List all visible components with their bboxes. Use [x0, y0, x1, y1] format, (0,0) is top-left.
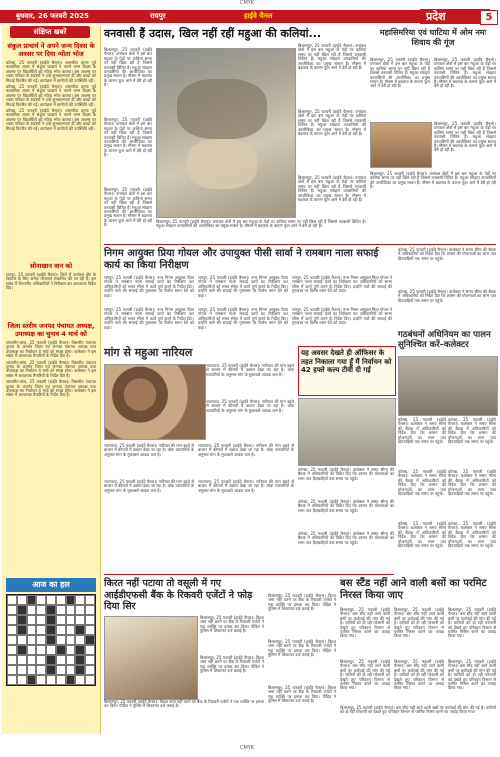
sudoku-cell	[36, 615, 46, 625]
story-mahua-bottom: बिलासपुर, 25 फरवरी (हाईवे चैनल)। वनांचल क्षेत्रों में इस बार महुआ के पेड़ों पर कलियां समय पर नहीं खिल रही हैं जिससे वनवासी चिंतित हैं। महुआ संग्रहण वनवासियों की आजीविका का प्रमुख साधन है। मौसम में बदलाव के कारण फूल आने में देरी हो रही है।	[156, 219, 366, 229]
photo-mahua-branch	[177, 79, 267, 139]
sudoku-cell	[56, 675, 66, 685]
story-shiv-col2: बिलासपुर, 25 फरवरी (हाईवे चैनल)। वनांचल क्षेत्रों में इस बार महुआ के पेड़ों पर कलियां समय पर नहीं खिल रही हैं जिससे वनवासी चिंतित हैं। महुआ संग्रहण वनवासियों की आजीविका का प्रमुख साधन है। मौसम में बदलाव के कारण फूल आने में देरी हो रही है।	[434, 57, 496, 89]
headline-om-namah-shivay: महासिमरिया एवं घाटिया में ओम नमः शिवाय की गूंज	[379, 28, 487, 47]
story-mahua-col2b: बिलासपुर, 25 फरवरी (हाईवे चैनल)। वनांचल क्षेत्रों में इस बार महुआ के पेड़ों पर कलियां समय पर नहीं खिल रही हैं जिससे वनवासी चिंतित हैं। महुआ संग्रहण वनवासियों की आजीविका का प्रमुख साधन है। मौसम में बदलाव के कारण फूल आने में देरी हो रही है।	[298, 109, 366, 137]
story-bus-col3b: बिलासपुर, 25 फरवरी (हाईवे चैनल)। बस स्टैंड नहीं आने वाली बसों पर कार्रवाई की मांग की गई है। यात्रियों को हो रही परेशानी को देखते हुए परिवहन विभाग से परमिट निरस्त करने का आग्रह किया गया।	[448, 659, 496, 691]
sudoku-cell	[36, 675, 46, 685]
city: रायपुर	[150, 12, 166, 20]
sudoku-cell	[27, 595, 37, 605]
sudoku-cell	[56, 665, 66, 675]
sudoku-cell	[36, 665, 46, 675]
sudoku-cell	[85, 615, 95, 625]
sudoku-cell	[36, 655, 46, 665]
page-number: 5	[480, 10, 498, 25]
story-collector-col1: कोरबा, 25 फरवरी (हाईवे चैनल)। कलेक्टर ने समय सीमा की बैठक में अधिकारियों को निर्देश दिए कि शासन की योजनाओं का लाभ पात्र हितग्राहियों तक समय पर पहुंचे।	[398, 417, 446, 445]
story-idfc-col2b: बिलासपुर, 25 फरवरी (हाईवे चैनल)। किश्त जमा नहीं करने पर बैंक के रिकवरी एजेंटों ने एक व्यक्ति पर हमला कर दिया। पीड़ित ने पुलिस में शिकायत दर्ज कराई है।	[268, 639, 336, 658]
story-idfc-col1: बिलासपुर, 25 फरवरी (हाईवे चैनल)। किश्त जमा नहीं करने पर बैंक के रिकवरी एजेंटों ने एक व्यक्ति पर हमला कर दिया। पीड़ित ने पुलिस में शिकायत दर्ज कराई है।	[200, 615, 264, 634]
sidebar-story-1-title: संकुल प्राचार्य ने अपने जन्म दिवस के अवसर पर दिया न्योता भोज	[7, 42, 95, 58]
sidebar-story-1-body: कोरबा, 25 फरवरी (हाईवे चैनल)। शासकीय कन्या पूर्व माध्यमिक शाला में संकुल प्राचार्य ने अपने जन्म दिवस के अवसर पर विद्यार्थियों को न्योता भोज कराया। इस अवसर पर शाला परिवार के सदस्यों ने उन्हें शुभकामनाएं दीं और बच्चों को मिठाई वितरित की गई। कार्यक्रम में ग्रामीणों की उपस्थिति रही।	[6, 60, 96, 83]
sudoku-cell	[46, 595, 56, 605]
sudoku-cell	[17, 625, 27, 635]
story-mahua-col1c: बिलासपुर, 25 फरवरी (हाईवे चैनल)। वनांचल क्षेत्रों में इस बार महुआ के पेड़ों पर कलियां समय पर नहीं खिल रही हैं जिससे वनवासी चिंतित हैं। महुआ संग्रहण वनवासियों की आजीविका का प्रमुख साधन है। मौसम में बदलाव के कारण फूल आने में देरी हो रही है।	[104, 187, 152, 228]
story-nala-col1b: रायपुर, 25 फरवरी (हाईवे चैनल)। नगर निगम आयुक्त प्रिया गोयल ने रामबाग नाला सफाई कार्य का निरीक्षण कर अधिकारियों को समय सीमा में कार्य पूर्ण करने के निर्देश दिए। उन्होंने नाले की सफाई की गुणवत्ता पर विशेष ध्यान देने को कहा।	[104, 307, 194, 330]
sudoku-cell	[75, 645, 85, 655]
sudoku-cell	[17, 675, 27, 685]
headline-collector: गठबंधनों अधिनियम का पालन सुनिश्चित करें–कलेक्टर	[398, 330, 491, 350]
section-label: प्रदेश	[426, 10, 446, 23]
sudoku-cell	[56, 655, 66, 665]
sidebar-story-2-body: रायपुर, 25 फरवरी (हाईवे चैनल)। जिले में वनांचल क्षेत्र के विकास के लिए अनेक योजनाएं संचालित की जा रही हैं। इस संबंध में विभागीय अधिकारियों ने निरीक्षण कर आवश्यक निर्देश दिए।	[6, 272, 96, 291]
sudoku-cell	[66, 595, 76, 605]
sidebar-header: संक्षिप्त खबरें	[10, 26, 90, 38]
sudoku-cell	[17, 645, 27, 655]
story-nariyal-col3: भाटापारा, 25 फरवरी (हाईवे चैनल)। नारियल की मांग बढ़ने से बाजार में कीमतों में उछाल देखा जा रहा है। थोक व्यापारियों के अनुसार मांग के मुकाबले आवक कम है।	[198, 443, 294, 457]
sudoku-cell	[85, 635, 95, 645]
sudoku-cell	[27, 665, 37, 675]
story-bus-col1b: बिलासपुर, 25 फरवरी (हाईवे चैनल)। बस स्टैंड नहीं आने वाली बसों पर कार्रवाई की मांग की गई है। यात्रियों को हो रही परेशानी को देखते हुए परिवहन विभाग से परमिट निरस्त करने का आग्रह किया गया।	[340, 659, 390, 691]
boxed-note	[298, 346, 396, 396]
sudoku-cell	[75, 655, 85, 665]
sudoku-cell	[27, 635, 37, 645]
sudoku-cell	[85, 675, 95, 685]
story-right-mid: कोरबा, 25 फरवरी (हाईवे चैनल)। कलेक्टर ने समय सीमा की बैठक में अधिकारियों को निर्देश दिए कि शासन की योजनाओं का लाभ पात्र हितग्राहियों तक समय पर पहुंचे।	[398, 247, 496, 261]
story-officials: कोरबा, 25 फरवरी (हाईवे चैनल)। कलेक्टर ने समय सीमा की बैठक में अधिकारियों को निर्देश दिए कि शासन की योजनाओं का लाभ पात्र हितग्राहियों तक समय पर पहुंचे।	[298, 467, 394, 481]
story-nala-col2b: रायपुर, 25 फरवरी (हाईवे चैनल)। नगर निगम आयुक्त प्रिया गोयल ने रामबाग नाला सफाई कार्य का निरीक्षण कर अधिकारियों को समय सीमा में कार्य पूर्ण करने के निर्देश दिए। उन्होंने नाले की सफाई की गुणवत्ता पर विशेष ध्यान देने को कहा।	[198, 307, 288, 330]
sudoku-cell	[46, 615, 56, 625]
story-nariyal-col1b: भाटापारा, 25 फरवरी (हाईवे चैनल)। नारियल की मांग बढ़ने से बाजार में कीमतों में उछाल देखा जा रहा है। थोक व्यापारियों के अनुसार मांग के मुकाबले आवक कम है।	[206, 399, 294, 413]
sudoku-cell	[46, 605, 56, 615]
sudoku-cell	[36, 605, 46, 615]
sidebar-story-1-body-repeat-2: कोरबा, 25 फरवरी (हाईवे चैनल)। शासकीय कन्या पूर्व माध्यमिक शाला में संकुल प्राचार्य ने अपने जन्म दिवस के अवसर पर विद्यार्थियों को न्योता भोज कराया। इस अवसर पर शाला परिवार के सदस्यों ने उन्हें शुभकामनाएं दीं और बच्चों को मिठाई वितरित की गई। कार्यक्रम में ग्रामीणों की उपस्थिति रही।	[6, 108, 96, 131]
story-officials-c: कोरबा, 25 फरवरी (हाईवे चैनल)। कलेक्टर ने समय सीमा की बैठक में अधिकारियों को निर्देश दिए कि शासन की योजनाओं का लाभ पात्र हितग्राहियों तक समय पर पहुंचे।	[298, 531, 394, 545]
story-nala-col3b: रायपुर, 25 फरवरी (हाईवे चैनल)। नगर निगम आयुक्त प्रिया गोयल ने रामबाग नाला सफाई कार्य का निरीक्षण कर अधिकारियों को समय सीमा में कार्य पूर्ण करने के निर्देश दिए। उन्होंने नाले की सफाई की गुणवत्ता पर विशेष ध्यान देने को कहा।	[292, 307, 392, 326]
sudoku-cell	[85, 605, 95, 615]
story-mahua-col2c: बिलासपुर, 25 फरवरी (हाईवे चैनल)। वनांचल क्षेत्रों में इस बार महुआ के पेड़ों पर कलियां समय पर नहीं खिल रही हैं जिससे वनवासी चिंतित हैं। महुआ संग्रहण वनवासियों की आजीविका का प्रमुख साधन है। मौसम में बदलाव के कारण फूल आने में देरी हो रही है।	[298, 175, 366, 203]
headline-mahua: वनवासी हैं उदास, खिल नहीं रहीं महुआ की कलियां...	[104, 27, 322, 40]
story-idfc-col1b: बिलासपुर, 25 फरवरी (हाईवे चैनल)। किश्त जमा नहीं करने पर बैंक के रिकवरी एजेंटों ने एक व्यक्ति पर हमला कर दिया। पीड़ित ने पुलिस में शिकायत दर्ज कराई है।	[200, 655, 264, 674]
sudoku-cell	[17, 655, 27, 665]
sudoku-cell	[46, 635, 56, 645]
sudoku-cell	[66, 655, 76, 665]
story-collector-col2b: कोरबा, 25 फरवरी (हाईवे चैनल)। कलेक्टर ने समय सीमा की बैठक में अधिकारियों को निर्देश दिए कि शासन की योजनाओं का लाभ पात्र हितग्राहियों तक समय पर पहुंचे।	[448, 469, 496, 497]
sudoku-cell	[66, 615, 76, 625]
sudoku-cell	[27, 675, 37, 685]
story-nala-col1: रायपुर, 25 फरवरी (हाईवे चैनल)। नगर निगम आयुक्त प्रिया गोयल ने रामबाग नाला सफाई कार्य का निरीक्षण कर अधिकारियों को समय सीमा में कार्य पूर्ण करने के निर्देश दिए। उन्होंने नाले की सफाई की गुणवत्ता पर विशेष ध्यान देने को कहा।	[104, 275, 194, 298]
sudoku-cell	[46, 655, 56, 665]
sudoku-cell	[36, 625, 46, 635]
sudoku-cell	[27, 655, 37, 665]
photo-temple	[370, 122, 432, 168]
sudoku-cell	[75, 595, 85, 605]
sudoku-cell	[66, 625, 76, 635]
story-idfc-col2c: बिलासपुर, 25 फरवरी (हाईवे चैनल)। किश्त जमा नहीं करने पर बैंक के रिकवरी एजेंटों ने एक व्यक्ति पर हमला कर दिया। पीड़ित ने पुलिस में शिकायत दर्ज कराई है।	[268, 685, 336, 704]
sudoku-cell	[7, 625, 17, 635]
sudoku-cell	[75, 625, 85, 635]
divider-2	[104, 574, 394, 575]
story-bus-col2: बिलासपुर, 25 फरवरी (हाईवे चैनल)। बस स्टैंड नहीं आने वाली बसों पर कार्रवाई की मांग की गई है। यात्रियों को हो रही परेशानी को देखते हुए परिवहन विभाग से परमिट निरस्त करने का आग्रह किया गया।	[394, 607, 444, 639]
sudoku-cell	[85, 645, 95, 655]
story-nariyal-col3b: भाटापारा, 25 फरवरी (हाईवे चैनल)। नारियल की मांग बढ़ने से बाजार में कीमतों में उछाल देखा जा रहा है। थोक व्यापारियों के अनुसार मांग के मुकाबले आवक कम है।	[198, 479, 294, 493]
story-officials-b: कोरबा, 25 फरवरी (हाईवे चैनल)। कलेक्टर ने समय सीमा की बैठक में अधिकारियों को निर्देश दिए कि शासन की योजनाओं का लाभ पात्र हितग्राहियों तक समय पर पहुंचे।	[298, 499, 394, 513]
story-bus-col3: बिलासपुर, 25 फरवरी (हाईवे चैनल)। बस स्टैंड नहीं आने वाली बसों पर कार्रवाई की मांग की गई है। यात्रियों को हो रही परेशानी को देखते हुए परिवहन विभाग से परमिट निरस्त करने का आग्रह किया गया।	[448, 607, 496, 639]
story-nariyal-col2: भाटापारा, 25 फरवरी (हाईवे चैनल)। नारियल की मांग बढ़ने से बाजार में कीमतों में उछाल देखा जा रहा है। थोक व्यापारियों के अनुसार मांग के मुकाबले आवक कम है।	[104, 443, 194, 457]
sidebar-story-1-body-repeat: कोरबा, 25 फरवरी (हाईवे चैनल)। शासकीय कन्या पूर्व माध्यमिक शाला में संकुल प्राचार्य ने अपने जन्म दिवस के अवसर पर विद्यार्थियों को न्योता भोज कराया। इस अवसर पर शाला परिवार के सदस्यों ने उन्हें शुभकामनाएं दीं और बच्चों को मिठाई वितरित की गई। कार्यक्रम में ग्रामीणों की उपस्थिति रही।	[6, 84, 96, 107]
sudoku-cell	[46, 665, 56, 675]
sidebar-story-2	[6, 262, 96, 291]
photo-hospital	[104, 616, 198, 700]
sudoku-cell	[7, 615, 17, 625]
sudoku-cell	[56, 595, 66, 605]
headline-idfc-bank: किरत नहीं पटाया तो वसूली में गए आईडीएफसी बैंक के रिकवरी एजेंटों ने फोड़ दिया सिर	[104, 578, 253, 612]
sudoku-cell	[17, 595, 27, 605]
sudoku-cell	[17, 615, 27, 625]
story-collector-col2: कोरबा, 25 फरवरी (हाईवे चैनल)। कलेक्टर ने समय सीमा की बैठक में अधिकारियों को निर्देश दिए कि शासन की योजनाओं का लाभ पात्र हितग्राहियों तक समय पर पहुंचे।	[448, 417, 496, 445]
story-nariyal-col2b: भाटापारा, 25 फरवरी (हाईवे चैनल)। नारियल की मांग बढ़ने से बाजार में कीमतों में उछाल देखा जा रहा है। थोक व्यापारियों के अनुसार मांग के मुकाबले आवक कम है।	[104, 479, 194, 493]
sudoku-cell	[27, 615, 37, 625]
sudoku-cell	[7, 675, 17, 685]
photo-mahua-flower	[187, 139, 257, 189]
sudoku-cell	[66, 665, 76, 675]
sudoku-cell	[75, 605, 85, 615]
sudoku-cell	[27, 605, 37, 615]
story-shiv-bottom: बिलासपुर, 25 फरवरी (हाईवे चैनल)। वनांचल क्षेत्रों में इस बार महुआ के पेड़ों पर कलियां समय पर नहीं खिल रही हैं जिससे वनवासी चिंतित हैं। महुआ संग्रहण वनवासियों की आजीविका का प्रमुख साधन है। मौसम में बदलाव के कारण फूल आने में देरी हो रही है।	[370, 171, 496, 190]
sidebar-story-3-body: जांजगीर-चांपा, 25 फरवरी (हाईवे चैनल)। त्रिस्तरीय पंचायत चुनाव के अंतर्गत जिला एवं जनपद पंचायत अध्यक्ष तथा उपाध्यक्ष का निर्वाचन 4 मार्च को संपन्न होगा। कलेक्टर ने इस संबंध में आवश्यक तैयारियों के निर्देश दिए हैं।	[6, 340, 96, 359]
sudoku-cell	[27, 625, 37, 635]
story-nala-col3: रायपुर, 25 फरवरी (हाईवे चैनल)। नगर निगम आयुक्त प्रिया गोयल ने रामबाग नाला सफाई कार्य का निरीक्षण कर अधिकारियों को समय सीमा में कार्य पूर्ण करने के निर्देश दिए। उन्होंने नाले की सफाई की गुणवत्ता पर विशेष ध्यान देने को कहा।	[292, 275, 392, 294]
sudoku-cell	[66, 645, 76, 655]
brand-name: हाईवे चैनल	[244, 12, 273, 20]
sudoku-cell	[17, 665, 27, 675]
sudoku-cell	[17, 605, 27, 615]
sudoku-cell	[56, 645, 66, 655]
divider-1	[104, 244, 496, 245]
story-shiv-col2b: बिलासपुर, 25 फरवरी (हाईवे चैनल)। वनांचल क्षेत्रों में इस बार महुआ के पेड़ों पर कलियां समय पर नहीं खिल रही हैं जिससे वनवासी चिंतित हैं। महुआ संग्रहण वनवासियों की आजीविका का प्रमुख साधन है। मौसम में बदलाव के कारण फूल आने में देरी हो रही है।	[434, 121, 496, 153]
cmyk-marker-bottom: CMYK	[240, 745, 255, 751]
sidebar-story-3-title: जिला स्तरीय जनपद पंचायत अध्यक्ष, उपाध्यक्ष का चुनाव 4 मार्च को	[7, 322, 95, 338]
story-right-mid2: कोरबा, 25 फरवरी (हाईवे चैनल)। कलेक्टर ने समय सीमा की बैठक में अधिकारियों को निर्देश दिए कि शासन की योजनाओं का लाभ पात्र हितग्राहियों तक समय पर पहुंचे।	[398, 289, 496, 303]
sudoku-cell	[75, 615, 85, 625]
sudoku-cell	[36, 645, 46, 655]
headline-nariyal: मांग से महुआ नारियल	[104, 346, 193, 359]
sudoku-cell	[75, 675, 85, 685]
sudoku-cell	[7, 655, 17, 665]
story-idfc-bottom: बिलासपुर, 25 फरवरी (हाईवे चैनल)। किश्त जमा नहीं करने पर बैंक के रिकवरी एजेंटों ने एक व्यक्ति पर हमला कर दिया। पीड़ित ने पुलिस में शिकायत दर्ज कराई है।	[104, 699, 264, 709]
story-collector-col1b: कोरबा, 25 फरवरी (हाईवे चैनल)। कलेक्टर ने समय सीमा की बैठक में अधिकारियों को निर्देश दिए कि शासन की योजनाओं का लाभ पात्र हितग्राहियों तक समय पर पहुंचे।	[398, 469, 446, 497]
story-mahua-col2: बिलासपुर, 25 फरवरी (हाईवे चैनल)। वनांचल क्षेत्रों में इस बार महुआ के पेड़ों पर कलियां समय पर नहीं खिल रही हैं जिससे वनवासी चिंतित हैं। महुआ संग्रहण वनवासियों की आजीविका का प्रमुख साधन है। मौसम में बदलाव के कारण फूल आने में देरी हो रही है।	[298, 43, 366, 71]
sudoku-cell	[56, 625, 66, 635]
story-nariyal-col1: भाटापारा, 25 फरवरी (हाईवे चैनल)। नारियल की मांग बढ़ने से बाजार में कीमतों में उछाल देखा जा रहा है। थोक व्यापारियों के अनुसार मांग के मुकाबले आवक कम है।	[206, 363, 294, 377]
sudoku-cell	[7, 665, 17, 675]
headline-nala-safai: निगम आयुक्त प्रिया गोयल और उपायुक्त पीसी सार्वा ने रामबाग नाला सफाई कार्य का किया निरीक्षण	[104, 248, 379, 271]
boxed-note-headline: यह अवसर देखते ही ऑफिसर के तहत निकाला गया हूँ मैं निर्वाचन को 42 हफ्ते कल्प टीवी दी गई	[301, 349, 392, 374]
sudoku-cell	[75, 635, 85, 645]
story-bus-bottom: बिलासपुर, 25 फरवरी (हाईवे चैनल)। बस स्टैंड नहीं आने वाली बसों पर कार्रवाई की मांग की गई है। यात्रियों को हो रही परेशानी को देखते हुए परिवहन विभाग से परमिट निरस्त करने का आग्रह किया गया।	[340, 705, 496, 715]
sidebar-story-3-body-repeat-2: जांजगीर-चांपा, 25 फरवरी (हाईवे चैनल)। त्रिस्तरीय पंचायत चुनाव के अंतर्गत जिला एवं जनपद पंचायत अध्यक्ष तथा उपाध्यक्ष का निर्वाचन 4 मार्च को संपन्न होगा। कलेक्टर ने इस संबंध में आवश्यक तैयारियों के निर्देश दिए हैं।	[6, 379, 96, 398]
sudoku-cell	[66, 605, 76, 615]
sudoku-cell	[7, 605, 17, 615]
sudoku-cell	[46, 625, 56, 635]
headline-bus-stand: बस स्टैंड नहीं आने वाली बसों का परमिट निरस्त किया जाए	[340, 578, 487, 601]
sudoku-cell	[85, 625, 95, 635]
story-idfc-col2: बिलासपुर, 25 फरवरी (हाईवे चैनल)। किश्त जमा नहीं करने पर बैंक के रिकवरी एजेंटों ने एक व्यक्ति पर हमला कर दिया। पीड़ित ने पुलिस में शिकायत दर्ज कराई है।	[268, 593, 336, 612]
date: बुधवार, 26 फरवरी 2025	[16, 12, 89, 20]
sudoku-grid	[6, 594, 96, 686]
story-bus-col1: बिलासपुर, 25 फरवरी (हाईवे चैनल)। बस स्टैंड नहीं आने वाली बसों पर कार्रवाई की मांग की गई है। यात्रियों को हो रही परेशानी को देखते हुए परिवहन विभाग से परमिट निरस्त करने का आग्रह किया गया।	[340, 607, 390, 639]
sudoku-cell	[66, 635, 76, 645]
cmyk-marker-top: CMYK	[240, 0, 255, 6]
sudoku-cell	[46, 645, 56, 655]
story-collector-col1c: कोरबा, 25 फरवरी (हाईवे चैनल)। कलेक्टर ने समय सीमा की बैठक में अधिकारियों को निर्देश दिए कि शासन की योजनाओं का लाभ पात्र हितग्राहियों तक समय पर पहुंचे।	[398, 521, 446, 549]
sudoku-cell	[36, 635, 46, 645]
sidebar-story-3	[6, 322, 96, 398]
sudoku-cell	[85, 655, 95, 665]
story-nala-col2: रायपुर, 25 फरवरी (हाईवे चैनल)। नगर निगम आयुक्त प्रिया गोयल ने रामबाग नाला सफाई कार्य का निरीक्षण कर अधिकारियों को समय सीमा में कार्य पूर्ण करने के निर्देश दिए। उन्होंने नाले की सफाई की गुणवत्ता पर विशेष ध्यान देने को कहा।	[198, 275, 288, 298]
sudoku-cell	[17, 635, 27, 645]
story-collector-col2c: कोरबा, 25 फरवरी (हाईवे चैनल)। कलेक्टर ने समय सीमा की बैठक में अधिकारियों को निर्देश दिए कि शासन की योजनाओं का लाभ पात्र हितग्राहियों तक समय पर पहुंचे।	[448, 521, 496, 549]
sidebar-story-1	[6, 42, 96, 131]
sudoku-cell	[56, 615, 66, 625]
sudoku-cell	[36, 595, 46, 605]
story-shiv-col1: बिलासपुर, 25 फरवरी (हाईवे चैनल)। वनांचल क्षेत्रों में इस बार महुआ के पेड़ों पर कलियां समय पर नहीं खिल रही हैं जिससे वनवासी चिंतित हैं। महुआ संग्रहण वनवासियों की आजीविका का प्रमुख साधन है। मौसम में बदलाव के कारण फूल आने में देरी हो रही है।	[370, 57, 430, 89]
sudoku-cell	[56, 605, 66, 615]
sidebar-story-2-title: सोनाखान वान को	[29, 262, 73, 270]
story-mahua-col1: बिलासपुर, 25 फरवरी (हाईवे चैनल)। वनांचल क्षेत्रों में इस बार महुआ के पेड़ों पर कलियां समय पर नहीं खिल रही हैं जिससे वनवासी चिंतित हैं। महुआ संग्रहण वनवासियों की आजीविका का प्रमुख साधन है। मौसम में बदलाव के कारण फूल आने में देरी हो रही है।	[104, 47, 152, 88]
photo-collector-meeting	[398, 356, 498, 416]
sudoku-cell	[56, 635, 66, 645]
story-bus-col2b: बिलासपुर, 25 फरवरी (हाईवे चैनल)। बस स्टैंड नहीं आने वाली बसों पर कार्रवाई की मांग की गई है। यात्रियों को हो रही परेशानी को देखते हुए परिवहन विभाग से परमिट निरस्त करने का आग्रह किया गया।	[394, 659, 444, 691]
sidebar-story-3-body-repeat: जांजगीर-चांपा, 25 फरवरी (हाईवे चैनल)। त्रिस्तरीय पंचायत चुनाव के अंतर्गत जिला एवं जनपद पंचायत अध्यक्ष तथा उपाध्यक्ष का निर्वाचन 4 मार्च को संपन्न होगा। कलेक्टर ने इस संबंध में आवश्यक तैयारियों के निर्देश दिए हैं।	[6, 359, 96, 378]
sudoku-cell	[7, 595, 17, 605]
sudoku-cell	[85, 665, 95, 675]
photo-mahua-tree	[156, 48, 296, 218]
sudoku-cell	[46, 675, 56, 685]
aaj-ka-hal-header: आज का हल	[6, 578, 96, 592]
photo-officials	[298, 398, 396, 466]
sudoku-cell	[75, 665, 85, 675]
story-mahua-col1b: बिलासपुर, 25 फरवरी (हाईवे चैनल)। वनांचल क्षेत्रों में इस बार महुआ के पेड़ों पर कलियां समय पर नहीं खिल रही हैं जिससे वनवासी चिंतित हैं। महुआ संग्रहण वनवासियों की आजीविका का प्रमुख साधन है। मौसम में बदलाव के कारण फूल आने में देरी हो रही है।	[104, 117, 152, 158]
sudoku-cell	[66, 675, 76, 685]
sudoku-cell	[7, 645, 17, 655]
sudoku-cell	[27, 645, 37, 655]
sudoku-cell	[85, 595, 95, 605]
photo-coconut	[104, 364, 206, 440]
sudoku-cell	[7, 635, 17, 645]
